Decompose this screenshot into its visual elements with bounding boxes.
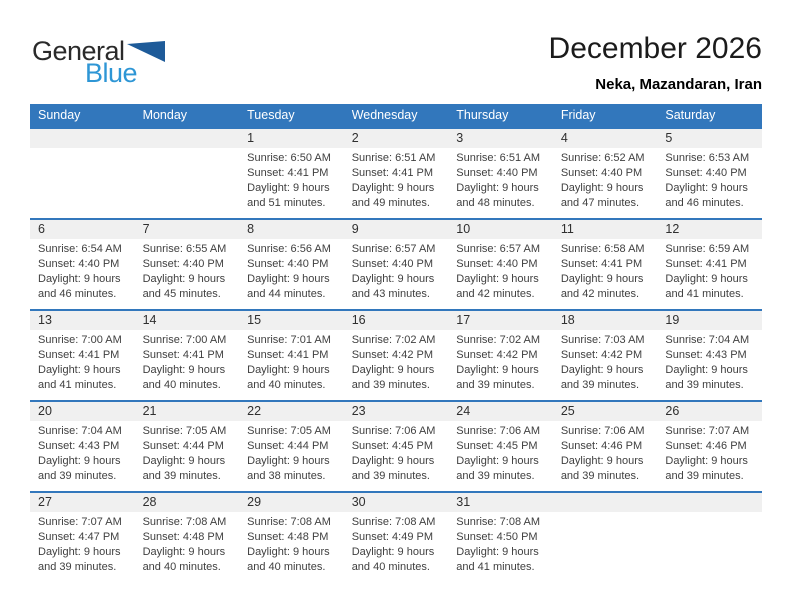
day-cell-empty (657, 492, 762, 582)
daylight-line: Daylight: 9 hours (351, 182, 435, 194)
day-cell-empty (135, 128, 240, 219)
daylight-text (665, 181, 756, 211)
week-row (30, 219, 762, 310)
day-number: 17 (448, 311, 553, 330)
sunset-text: Sunset: 4:45 PM (351, 440, 434, 452)
sunrise-text: Sunrise: 7:06 AM (456, 425, 541, 437)
sunrise-text: Sunrise: 6:54 AM (38, 243, 122, 255)
daylight-text (352, 363, 443, 393)
sunset-text: Sunset: 4:40 PM (351, 258, 434, 270)
day-cell (344, 492, 449, 582)
daylight-text (561, 454, 652, 484)
day-cell (657, 401, 762, 492)
day-info (239, 421, 344, 484)
sunset-text: Sunset: 4:43 PM (665, 349, 747, 361)
day-number: 2 (344, 129, 449, 148)
day-number: 4 (553, 129, 658, 148)
day-info (657, 148, 762, 211)
day-cell (657, 128, 762, 219)
sunset-text: Sunset: 4:49 PM (351, 531, 434, 543)
day-cell (239, 492, 344, 582)
day-number: 27 (30, 493, 135, 512)
day-info (344, 330, 449, 393)
daylight-line: and 39 minutes. (38, 561, 117, 573)
daylight-line: and 41 minutes. (665, 288, 744, 300)
sunrise-text: Sunrise: 6:58 AM (560, 243, 645, 255)
daylight-text (561, 363, 652, 393)
sunrise-text: Sunrise: 7:06 AM (351, 425, 436, 437)
day-cell (30, 492, 135, 582)
sunrise-text: Sunrise: 7:08 AM (142, 516, 227, 528)
sunrise-text: Sunrise: 7:01 AM (247, 334, 331, 346)
sunrise-text: Sunrise: 6:53 AM (665, 152, 750, 164)
sunrise-text: Sunrise: 7:08 AM (247, 516, 331, 528)
daylight-line: Daylight: 9 hours (351, 455, 435, 467)
sunrise-text: Sunrise: 7:02 AM (351, 334, 436, 346)
day-info (30, 512, 135, 575)
day-number: 15 (239, 311, 344, 330)
sunrise-text: Sunrise: 7:07 AM (38, 516, 122, 528)
daylight-text (352, 454, 443, 484)
daylight-line: and 39 minutes. (351, 470, 430, 482)
day-info (30, 148, 135, 151)
daylight-line: Daylight: 9 hours (351, 364, 435, 376)
sunset-text: Sunset: 4:44 PM (247, 440, 329, 452)
day-info (448, 330, 553, 393)
day-info (344, 421, 449, 484)
day-number: 30 (344, 493, 449, 512)
sunrise-text: Sunrise: 6:51 AM (351, 152, 436, 164)
sunset-text: Sunset: 4:42 PM (351, 349, 434, 361)
sunset-text: Sunset: 4:41 PM (351, 167, 434, 179)
weekday-header-friday: Friday (553, 104, 658, 128)
calendar-table (30, 104, 762, 582)
sunset-text: Sunset: 4:48 PM (247, 531, 329, 543)
sunrise-text: Sunrise: 7:05 AM (142, 425, 227, 437)
sunset-text: Sunset: 4:46 PM (665, 440, 747, 452)
sunrise-text: Sunrise: 7:00 AM (142, 334, 227, 346)
daylight-line: and 39 minutes. (665, 470, 744, 482)
sunrise-text: Sunrise: 6:51 AM (456, 152, 541, 164)
day-cell (239, 401, 344, 492)
daylight-text (456, 181, 547, 211)
daylight-line: and 47 minutes. (560, 197, 640, 209)
weekday-header-row (30, 104, 762, 128)
day-info (448, 512, 553, 575)
day-cell (239, 310, 344, 401)
day-cell (448, 310, 553, 401)
daylight-line: and 39 minutes. (560, 379, 640, 391)
sunrise-text: Sunrise: 7:03 AM (560, 334, 645, 346)
day-info (448, 148, 553, 211)
daylight-line: and 43 minutes. (351, 288, 430, 300)
daylight-text (665, 363, 756, 393)
daylight-text (143, 454, 234, 484)
day-cell (553, 310, 658, 401)
day-info (657, 421, 762, 484)
sunrise-text: Sunrise: 7:08 AM (456, 516, 541, 528)
sunrise-text: Sunrise: 6:56 AM (247, 243, 331, 255)
daylight-line: Daylight: 9 hours (560, 455, 644, 467)
daylight-line: and 44 minutes. (247, 288, 326, 300)
day-number: 20 (30, 402, 135, 421)
day-cell-empty (30, 128, 135, 219)
daylight-text (247, 545, 338, 575)
day-cell (553, 401, 658, 492)
sunset-text: Sunset: 4:42 PM (456, 349, 538, 361)
daylight-text (561, 272, 652, 302)
day-info (553, 330, 658, 393)
day-info (135, 148, 240, 151)
sunrise-text: Sunrise: 7:02 AM (456, 334, 541, 346)
day-cell (30, 401, 135, 492)
sunset-text: Sunset: 4:40 PM (665, 167, 747, 179)
sunrise-text: Sunrise: 6:55 AM (142, 243, 227, 255)
day-info (135, 330, 240, 393)
week-row (30, 492, 762, 582)
daylight-line: Daylight: 9 hours (456, 455, 539, 467)
day-cell (30, 310, 135, 401)
day-cell (30, 219, 135, 310)
daylight-line: Daylight: 9 hours (456, 182, 539, 194)
daylight-text (456, 454, 547, 484)
page-subtitle: Neka, Mazandaran, Iran (595, 76, 762, 93)
day-cell (448, 128, 553, 219)
daylight-text (456, 545, 547, 575)
sunset-text: Sunset: 4:40 PM (560, 167, 643, 179)
day-info (344, 148, 449, 211)
logo-text-blue: Blue (85, 58, 138, 88)
sunset-text: Sunset: 4:47 PM (38, 531, 120, 543)
day-info (553, 239, 658, 302)
general-blue-logo (32, 36, 165, 88)
daylight-line: and 39 minutes. (560, 470, 640, 482)
daylight-line: and 39 minutes. (456, 470, 535, 482)
day-cell (344, 128, 449, 219)
week-row (30, 128, 762, 219)
day-cell (344, 310, 449, 401)
day-number: 26 (657, 402, 762, 421)
daylight-text (247, 181, 338, 211)
daylight-text (665, 272, 756, 302)
day-cell (553, 219, 658, 310)
daylight-line: Daylight: 9 hours (247, 455, 330, 467)
daylight-line: Daylight: 9 hours (560, 273, 644, 285)
week-row (30, 310, 762, 401)
day-info (448, 239, 553, 302)
sunset-text: Sunset: 4:41 PM (247, 167, 329, 179)
day-cell (448, 401, 553, 492)
day-number: 16 (344, 311, 449, 330)
title-block (549, 34, 762, 92)
sunset-text: Sunset: 4:41 PM (142, 349, 224, 361)
day-number: 18 (553, 311, 658, 330)
page-title: December 2026 (548, 32, 762, 65)
day-cell (135, 219, 240, 310)
daylight-line: Daylight: 9 hours (142, 364, 226, 376)
daylight-line: Daylight: 9 hours (665, 182, 748, 194)
daylight-line: Daylight: 9 hours (38, 546, 121, 558)
sunrise-text: Sunrise: 6:52 AM (560, 152, 645, 164)
daylight-text (247, 363, 338, 393)
day-info (30, 239, 135, 302)
day-number: 8 (239, 220, 344, 239)
sunrise-text: Sunrise: 7:04 AM (38, 425, 122, 437)
daylight-text (143, 545, 234, 575)
daylight-line: and 39 minutes. (38, 470, 117, 482)
sunset-text: Sunset: 4:43 PM (38, 440, 120, 452)
daylight-line: and 40 minutes. (247, 561, 326, 573)
sunset-text: Sunset: 4:45 PM (456, 440, 538, 452)
daylight-line: Daylight: 9 hours (247, 546, 330, 558)
daylight-line: and 41 minutes. (38, 379, 117, 391)
weekday-header-saturday: Saturday (657, 104, 762, 128)
sunset-text: Sunset: 4:40 PM (142, 258, 224, 270)
day-info (553, 148, 658, 211)
day-cell (448, 492, 553, 582)
daylight-line: Daylight: 9 hours (665, 364, 748, 376)
day-info (344, 512, 449, 575)
day-number: 23 (344, 402, 449, 421)
sunset-text: Sunset: 4:41 PM (560, 258, 643, 270)
daylight-line: Daylight: 9 hours (38, 364, 121, 376)
sunset-text: Sunset: 4:46 PM (560, 440, 643, 452)
day-info (239, 148, 344, 211)
weekday-header-monday: Monday (135, 104, 240, 128)
weekday-header-tuesday: Tuesday (239, 104, 344, 128)
daylight-line: and 42 minutes. (560, 288, 640, 300)
day-number: 13 (30, 311, 135, 330)
day-info (30, 421, 135, 484)
day-number (657, 493, 762, 512)
day-number (30, 129, 135, 148)
sunrise-text: Sunrise: 7:04 AM (665, 334, 750, 346)
day-number: 24 (448, 402, 553, 421)
day-info (344, 239, 449, 302)
daylight-line: Daylight: 9 hours (351, 546, 435, 558)
day-cell (448, 219, 553, 310)
daylight-line: Daylight: 9 hours (456, 546, 539, 558)
weekday-header-thursday: Thursday (448, 104, 553, 128)
sunset-text: Sunset: 4:42 PM (560, 349, 643, 361)
day-info (448, 421, 553, 484)
day-number: 11 (553, 220, 658, 239)
sunrise-text: Sunrise: 7:08 AM (351, 516, 436, 528)
daylight-text (561, 181, 652, 211)
daylight-line: Daylight: 9 hours (351, 273, 435, 285)
day-cell-empty (553, 492, 658, 582)
daylight-line: and 51 minutes. (247, 197, 326, 209)
day-info (239, 330, 344, 393)
daylight-text (665, 454, 756, 484)
sunrise-text: Sunrise: 7:05 AM (247, 425, 331, 437)
daylight-line: Daylight: 9 hours (142, 546, 226, 558)
daylight-text (143, 363, 234, 393)
day-cell (553, 128, 658, 219)
day-number: 28 (135, 493, 240, 512)
sunset-text: Sunset: 4:41 PM (38, 349, 120, 361)
day-info (657, 239, 762, 302)
day-info (553, 512, 658, 515)
sunset-text: Sunset: 4:40 PM (247, 258, 329, 270)
day-number: 19 (657, 311, 762, 330)
sunset-text: Sunset: 4:44 PM (142, 440, 224, 452)
day-info (30, 330, 135, 393)
sunrise-text: Sunrise: 6:57 AM (456, 243, 541, 255)
daylight-text (456, 272, 547, 302)
daylight-line: and 40 minutes. (247, 379, 326, 391)
daylight-line: Daylight: 9 hours (560, 364, 644, 376)
day-cell (135, 310, 240, 401)
daylight-line: Daylight: 9 hours (142, 455, 226, 467)
day-info (135, 421, 240, 484)
daylight-line: Daylight: 9 hours (247, 182, 330, 194)
sunset-text: Sunset: 4:41 PM (247, 349, 329, 361)
day-number: 5 (657, 129, 762, 148)
day-cell (135, 492, 240, 582)
day-number: 31 (448, 493, 553, 512)
day-info (239, 239, 344, 302)
day-info (135, 239, 240, 302)
daylight-line: Daylight: 9 hours (247, 273, 330, 285)
daylight-line: and 38 minutes. (247, 470, 326, 482)
daylight-line: and 46 minutes. (38, 288, 117, 300)
daylight-line: and 39 minutes. (142, 470, 221, 482)
daylight-text (352, 545, 443, 575)
daylight-line: and 39 minutes. (456, 379, 535, 391)
daylight-text (247, 272, 338, 302)
day-number: 21 (135, 402, 240, 421)
day-number: 10 (448, 220, 553, 239)
day-cell (135, 401, 240, 492)
daylight-line: Daylight: 9 hours (665, 273, 748, 285)
sunset-text: Sunset: 4:41 PM (665, 258, 747, 270)
day-info (135, 512, 240, 575)
sunset-text: Sunset: 4:48 PM (142, 531, 224, 543)
daylight-line: Daylight: 9 hours (142, 273, 226, 285)
weekday-header-wednesday: Wednesday (344, 104, 449, 128)
day-cell (657, 219, 762, 310)
daylight-line: Daylight: 9 hours (247, 364, 330, 376)
day-number (553, 493, 658, 512)
week-row (30, 401, 762, 492)
day-number: 12 (657, 220, 762, 239)
day-number: 3 (448, 129, 553, 148)
daylight-line: and 40 minutes. (142, 561, 221, 573)
sunset-text: Sunset: 4:40 PM (456, 258, 538, 270)
daylight-line: and 40 minutes. (142, 379, 221, 391)
day-number: 1 (239, 129, 344, 148)
daylight-line: Daylight: 9 hours (38, 455, 121, 467)
day-info (553, 421, 658, 484)
sunrise-text: Sunrise: 6:59 AM (665, 243, 750, 255)
day-info (657, 330, 762, 393)
daylight-line: and 39 minutes. (351, 379, 430, 391)
daylight-line: and 42 minutes. (456, 288, 535, 300)
daylight-text (38, 454, 129, 484)
day-number: 29 (239, 493, 344, 512)
daylight-text (352, 181, 443, 211)
day-cell (344, 219, 449, 310)
sunrise-text: Sunrise: 7:06 AM (560, 425, 645, 437)
day-cell (239, 128, 344, 219)
daylight-text (456, 363, 547, 393)
daylight-line: Daylight: 9 hours (38, 273, 121, 285)
daylight-text (352, 272, 443, 302)
daylight-line: Daylight: 9 hours (456, 273, 539, 285)
day-number: 22 (239, 402, 344, 421)
day-cell (344, 401, 449, 492)
daylight-line: and 46 minutes. (665, 197, 744, 209)
day-info (657, 512, 762, 515)
daylight-line: Daylight: 9 hours (456, 364, 539, 376)
daylight-line: and 48 minutes. (456, 197, 535, 209)
sunrise-text: Sunrise: 6:50 AM (247, 152, 331, 164)
day-number: 6 (30, 220, 135, 239)
daylight-line: and 41 minutes. (456, 561, 535, 573)
daylight-text (38, 545, 129, 575)
daylight-line: and 39 minutes. (665, 379, 744, 391)
daylight-line: Daylight: 9 hours (560, 182, 644, 194)
daylight-text (38, 272, 129, 302)
daylight-text (38, 363, 129, 393)
sunrise-text: Sunrise: 7:00 AM (38, 334, 122, 346)
day-cell (657, 310, 762, 401)
sunset-text: Sunset: 4:40 PM (456, 167, 538, 179)
day-number (135, 129, 240, 148)
logo-text-general: General (32, 36, 125, 66)
daylight-text (247, 454, 338, 484)
daylight-line: Daylight: 9 hours (665, 455, 748, 467)
daylight-text (143, 272, 234, 302)
daylight-line: and 45 minutes. (142, 288, 221, 300)
day-cell (239, 219, 344, 310)
day-number: 7 (135, 220, 240, 239)
sunset-text: Sunset: 4:40 PM (38, 258, 120, 270)
day-info (239, 512, 344, 575)
daylight-line: and 40 minutes. (351, 561, 430, 573)
sunrise-text: Sunrise: 6:57 AM (351, 243, 436, 255)
day-number: 25 (553, 402, 658, 421)
sunset-text: Sunset: 4:50 PM (456, 531, 538, 543)
day-number: 9 (344, 220, 449, 239)
weekday-header-sunday: Sunday (30, 104, 135, 128)
daylight-line: and 49 minutes. (351, 197, 430, 209)
day-number: 14 (135, 311, 240, 330)
sunrise-text: Sunrise: 7:07 AM (665, 425, 750, 437)
